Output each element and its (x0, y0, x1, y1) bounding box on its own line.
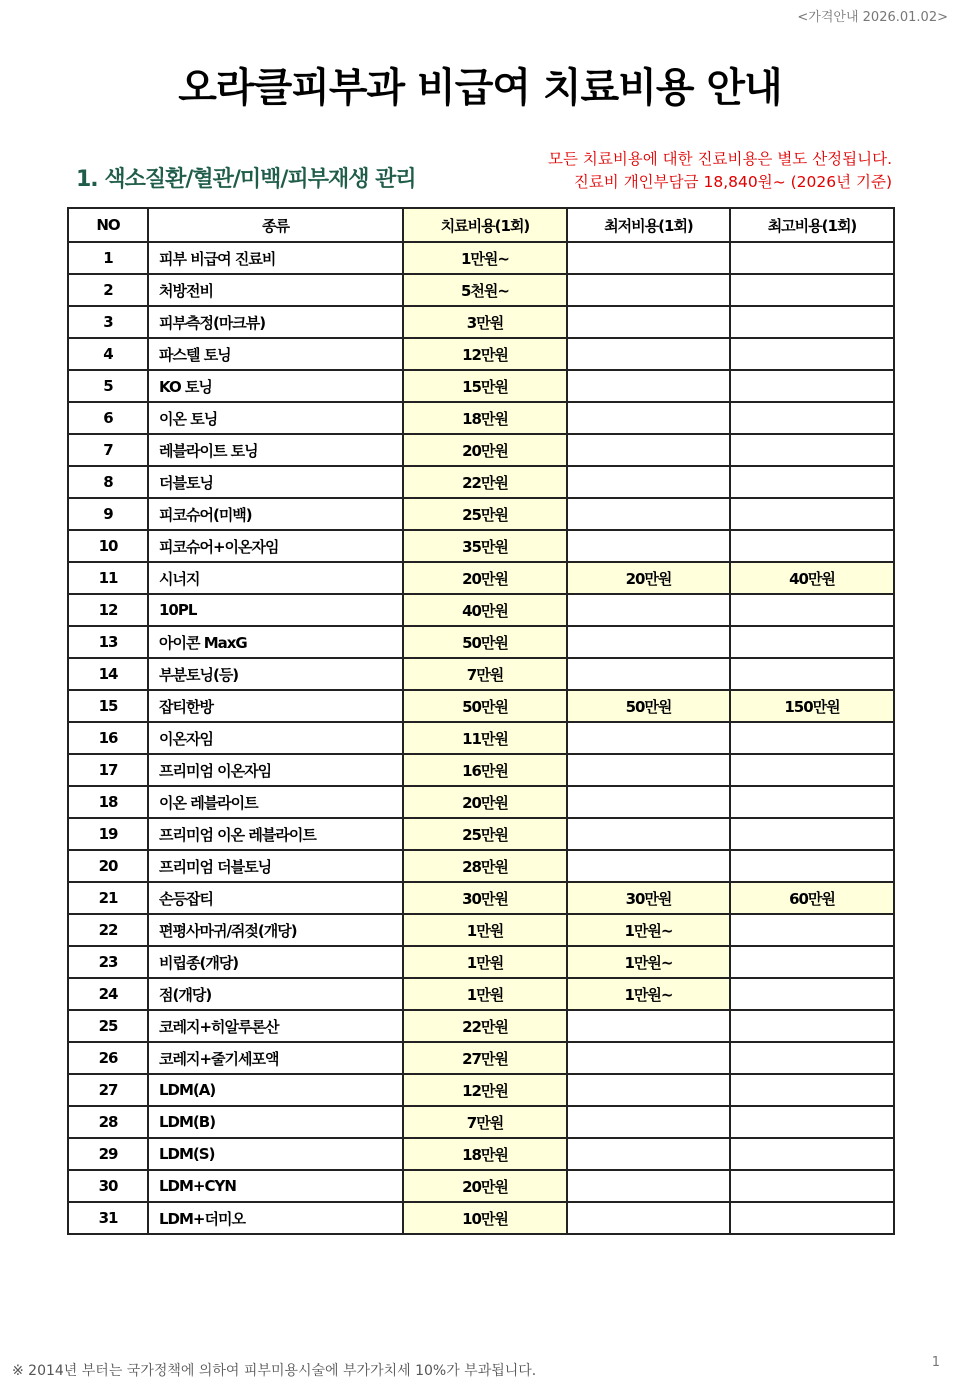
cell-no: 6 (68, 402, 148, 434)
table-row (68, 274, 894, 306)
cell-cost: 25만원 (403, 498, 567, 530)
cell-max-cost (730, 914, 894, 946)
cell-no: 14 (68, 658, 148, 690)
cell-min-cost (567, 306, 730, 338)
cell-no: 22 (68, 914, 148, 946)
table-row (68, 530, 894, 562)
cell-name: 시너지 (148, 562, 403, 594)
page-title: 오라클피부과 비급여 치료비용 안내 (178, 65, 782, 111)
cell-max-cost (730, 658, 894, 690)
header-cost: 치료비용(1회) (403, 208, 567, 242)
cell-min-cost (567, 1202, 730, 1234)
cell-max-cost (730, 306, 894, 338)
cell-no: 16 (68, 722, 148, 754)
header-min-cost: 최저비용(1회) (567, 208, 730, 242)
header-no: NO (68, 208, 148, 242)
header-max-cost: 최고비용(1회) (730, 208, 894, 242)
table-row (68, 1202, 894, 1234)
cell-name: 10PL (148, 594, 403, 626)
cell-name: 프리미엄 이온자임 (148, 754, 403, 786)
cell-cost: 40만원 (403, 594, 567, 626)
cell-name: 코레지+줄기세포액 (148, 1042, 403, 1074)
cell-cost: 27만원 (403, 1042, 567, 1074)
cell-cost: 7만원 (403, 658, 567, 690)
cell-max-cost (730, 1042, 894, 1074)
cell-cost: 5천원~ (403, 274, 567, 306)
cell-name: 손등잡티 (148, 882, 403, 914)
table-row (68, 338, 894, 370)
cell-name: 피코슈어(미백) (148, 498, 403, 530)
table-row (68, 1042, 894, 1074)
cell-max-cost (730, 1202, 894, 1234)
cell-max-cost (730, 530, 894, 562)
cell-no: 28 (68, 1106, 148, 1138)
cell-name: LDM(B) (148, 1106, 403, 1138)
cell-name: 잡티한방 (148, 690, 403, 722)
cell-min-cost: 1만원~ (567, 946, 730, 978)
table-row (68, 978, 894, 1010)
cell-cost: 1만원~ (403, 242, 567, 274)
cell-cost: 10만원 (403, 1202, 567, 1234)
table-row (68, 370, 894, 402)
table-row (68, 306, 894, 338)
cell-name: 처방전비 (148, 274, 403, 306)
cell-no: 13 (68, 626, 148, 658)
cell-max-cost (730, 1170, 894, 1202)
cell-name: 파스텔 토닝 (148, 338, 403, 370)
table-row (68, 242, 894, 274)
cell-name: 피코슈어+이온자임 (148, 530, 403, 562)
fee-notice (548, 148, 892, 194)
cell-name: 피부 비급여 진료비 (148, 242, 403, 274)
cell-max-cost (730, 946, 894, 978)
table-row (68, 690, 894, 722)
cell-no: 24 (68, 978, 148, 1010)
cell-no: 26 (68, 1042, 148, 1074)
table-row (68, 882, 894, 914)
fee-notice-line-2: 진료비 개인부담금 18,840원~ (2026년 기준) (573, 173, 892, 191)
cell-name: LDM(A) (148, 1074, 403, 1106)
table-row (68, 1138, 894, 1170)
cell-min-cost (567, 722, 730, 754)
cell-max-cost (730, 754, 894, 786)
cell-name: 피부측정(마크뷰) (148, 306, 403, 338)
cell-min-cost (567, 1138, 730, 1170)
cell-cost: 20만원 (403, 786, 567, 818)
cell-cost: 1만원 (403, 946, 567, 978)
cell-no: 3 (68, 306, 148, 338)
cell-cost: 20만원 (403, 1170, 567, 1202)
cell-min-cost (567, 1010, 730, 1042)
cell-min-cost (567, 338, 730, 370)
cell-min-cost (567, 530, 730, 562)
table-row (68, 402, 894, 434)
cell-cost: 3만원 (403, 306, 567, 338)
cell-min-cost (567, 1106, 730, 1138)
cell-max-cost (730, 498, 894, 530)
cell-name: LDM+더미오 (148, 1202, 403, 1234)
vat-footnote: ※ 2014년 부터는 국가정책에 의하여 피부미용시술에 부가가치세 10%가 부과됩니다. (12, 1363, 537, 1379)
table-row (68, 946, 894, 978)
cell-no: 1 (68, 242, 148, 274)
cell-min-cost (567, 498, 730, 530)
table-row (68, 1074, 894, 1106)
cell-max-cost (730, 370, 894, 402)
cell-no: 8 (68, 466, 148, 498)
table-row (68, 594, 894, 626)
cell-max-cost (730, 850, 894, 882)
cell-cost: 12만원 (403, 1074, 567, 1106)
cell-name: 비립종(개당) (148, 946, 403, 978)
cell-cost: 20만원 (403, 562, 567, 594)
cell-cost: 12만원 (403, 338, 567, 370)
table-row (68, 434, 894, 466)
cell-name: 이온자임 (148, 722, 403, 754)
price-table (67, 207, 895, 1235)
cell-max-cost (730, 626, 894, 658)
cell-no: 27 (68, 1074, 148, 1106)
cell-min-cost (567, 466, 730, 498)
cell-min-cost (567, 274, 730, 306)
cell-no: 10 (68, 530, 148, 562)
cell-name: 이온 토닝 (148, 402, 403, 434)
table-row (68, 498, 894, 530)
cell-name: 부분토닝(등) (148, 658, 403, 690)
table-row (68, 818, 894, 850)
cell-cost: 22만원 (403, 1010, 567, 1042)
cell-min-cost (567, 626, 730, 658)
cell-cost: 30만원 (403, 882, 567, 914)
cell-cost: 1만원 (403, 978, 567, 1010)
cell-no: 17 (68, 754, 148, 786)
table-row (68, 786, 894, 818)
cell-max-cost (730, 1074, 894, 1106)
cell-no: 11 (68, 562, 148, 594)
cell-max-cost (730, 434, 894, 466)
table-row (68, 466, 894, 498)
cell-min-cost (567, 754, 730, 786)
table-row (68, 1170, 894, 1202)
cell-min-cost: 1만원~ (567, 914, 730, 946)
cell-max-cost (730, 594, 894, 626)
cell-max-cost (730, 1106, 894, 1138)
header-name: 종류 (148, 208, 403, 242)
cell-no: 30 (68, 1170, 148, 1202)
cell-cost: 16만원 (403, 754, 567, 786)
cell-no: 4 (68, 338, 148, 370)
cell-min-cost (567, 370, 730, 402)
fee-notice-line-1: 모든 치료비용에 대한 진료비용은 별도 산정됩니다. (548, 150, 892, 168)
cell-min-cost: 20만원 (567, 562, 730, 594)
cell-name: 코레지+히알루론산 (148, 1010, 403, 1042)
cell-max-cost (730, 1010, 894, 1042)
cell-min-cost (567, 1042, 730, 1074)
cell-cost: 50만원 (403, 690, 567, 722)
cell-name: 편평사마귀/쥐젖(개당) (148, 914, 403, 946)
cell-min-cost: 50만원 (567, 690, 730, 722)
table-row (68, 754, 894, 786)
cell-name: KO 토닝 (148, 370, 403, 402)
cell-cost: 50만원 (403, 626, 567, 658)
cell-min-cost: 1만원~ (567, 978, 730, 1010)
cell-cost: 35만원 (403, 530, 567, 562)
cell-max-cost (730, 402, 894, 434)
cell-no: 31 (68, 1202, 148, 1234)
cell-no: 12 (68, 594, 148, 626)
cell-max-cost (730, 274, 894, 306)
cell-max-cost (730, 466, 894, 498)
section-title: 1. 색소질환/혈관/미백/피부재생 관리 (76, 167, 416, 192)
cell-no: 21 (68, 882, 148, 914)
table-body (68, 242, 894, 1234)
cell-max-cost: 40만원 (730, 562, 894, 594)
table-row (68, 1106, 894, 1138)
cell-min-cost: 30만원 (567, 882, 730, 914)
cell-max-cost (730, 818, 894, 850)
cell-name: 아이콘 MaxG (148, 626, 403, 658)
cell-no: 25 (68, 1010, 148, 1042)
cell-min-cost (567, 850, 730, 882)
cell-cost: 15만원 (403, 370, 567, 402)
cell-max-cost (730, 722, 894, 754)
cell-name: 프리미엄 더블토닝 (148, 850, 403, 882)
cell-cost: 28만원 (403, 850, 567, 882)
cell-no: 5 (68, 370, 148, 402)
cell-max-cost: 150만원 (730, 690, 894, 722)
cell-max-cost (730, 786, 894, 818)
table-header-row (68, 208, 894, 242)
cell-name: 레블라이트 토닝 (148, 434, 403, 466)
table-row (68, 1010, 894, 1042)
cell-no: 19 (68, 818, 148, 850)
cell-no: 23 (68, 946, 148, 978)
cell-max-cost: 60만원 (730, 882, 894, 914)
page-number: 1 (931, 1355, 940, 1370)
cell-min-cost (567, 402, 730, 434)
cell-name: 더블토닝 (148, 466, 403, 498)
cell-cost: 18만원 (403, 402, 567, 434)
cell-max-cost (730, 242, 894, 274)
cell-min-cost (567, 818, 730, 850)
cell-min-cost (567, 594, 730, 626)
cell-cost: 20만원 (403, 434, 567, 466)
cell-cost: 18만원 (403, 1138, 567, 1170)
table-row (68, 722, 894, 754)
cell-min-cost (567, 242, 730, 274)
cell-name: LDM+CYN (148, 1170, 403, 1202)
cell-cost: 25만원 (403, 818, 567, 850)
table-row (68, 626, 894, 658)
cell-no: 18 (68, 786, 148, 818)
table-row (68, 914, 894, 946)
cell-no: 15 (68, 690, 148, 722)
cell-max-cost (730, 978, 894, 1010)
cell-max-cost (730, 1138, 894, 1170)
cell-no: 20 (68, 850, 148, 882)
cell-min-cost (567, 1074, 730, 1106)
cell-cost: 22만원 (403, 466, 567, 498)
table-row (68, 562, 894, 594)
cell-min-cost (567, 434, 730, 466)
cell-no: 9 (68, 498, 148, 530)
table-row (68, 850, 894, 882)
cell-no: 2 (68, 274, 148, 306)
cell-no: 7 (68, 434, 148, 466)
cell-min-cost (567, 786, 730, 818)
cell-name: 점(개당) (148, 978, 403, 1010)
cell-cost: 1만원 (403, 914, 567, 946)
cell-cost: 7만원 (403, 1106, 567, 1138)
cell-max-cost (730, 338, 894, 370)
table-row (68, 658, 894, 690)
cell-name: 이온 레블라이트 (148, 786, 403, 818)
document-version-label: <가격안내 2026.01.02> (797, 10, 948, 25)
cell-cost: 11만원 (403, 722, 567, 754)
cell-name: 프리미엄 이온 레블라이트 (148, 818, 403, 850)
cell-min-cost (567, 1170, 730, 1202)
cell-name: LDM(S) (148, 1138, 403, 1170)
cell-min-cost (567, 658, 730, 690)
cell-no: 29 (68, 1138, 148, 1170)
